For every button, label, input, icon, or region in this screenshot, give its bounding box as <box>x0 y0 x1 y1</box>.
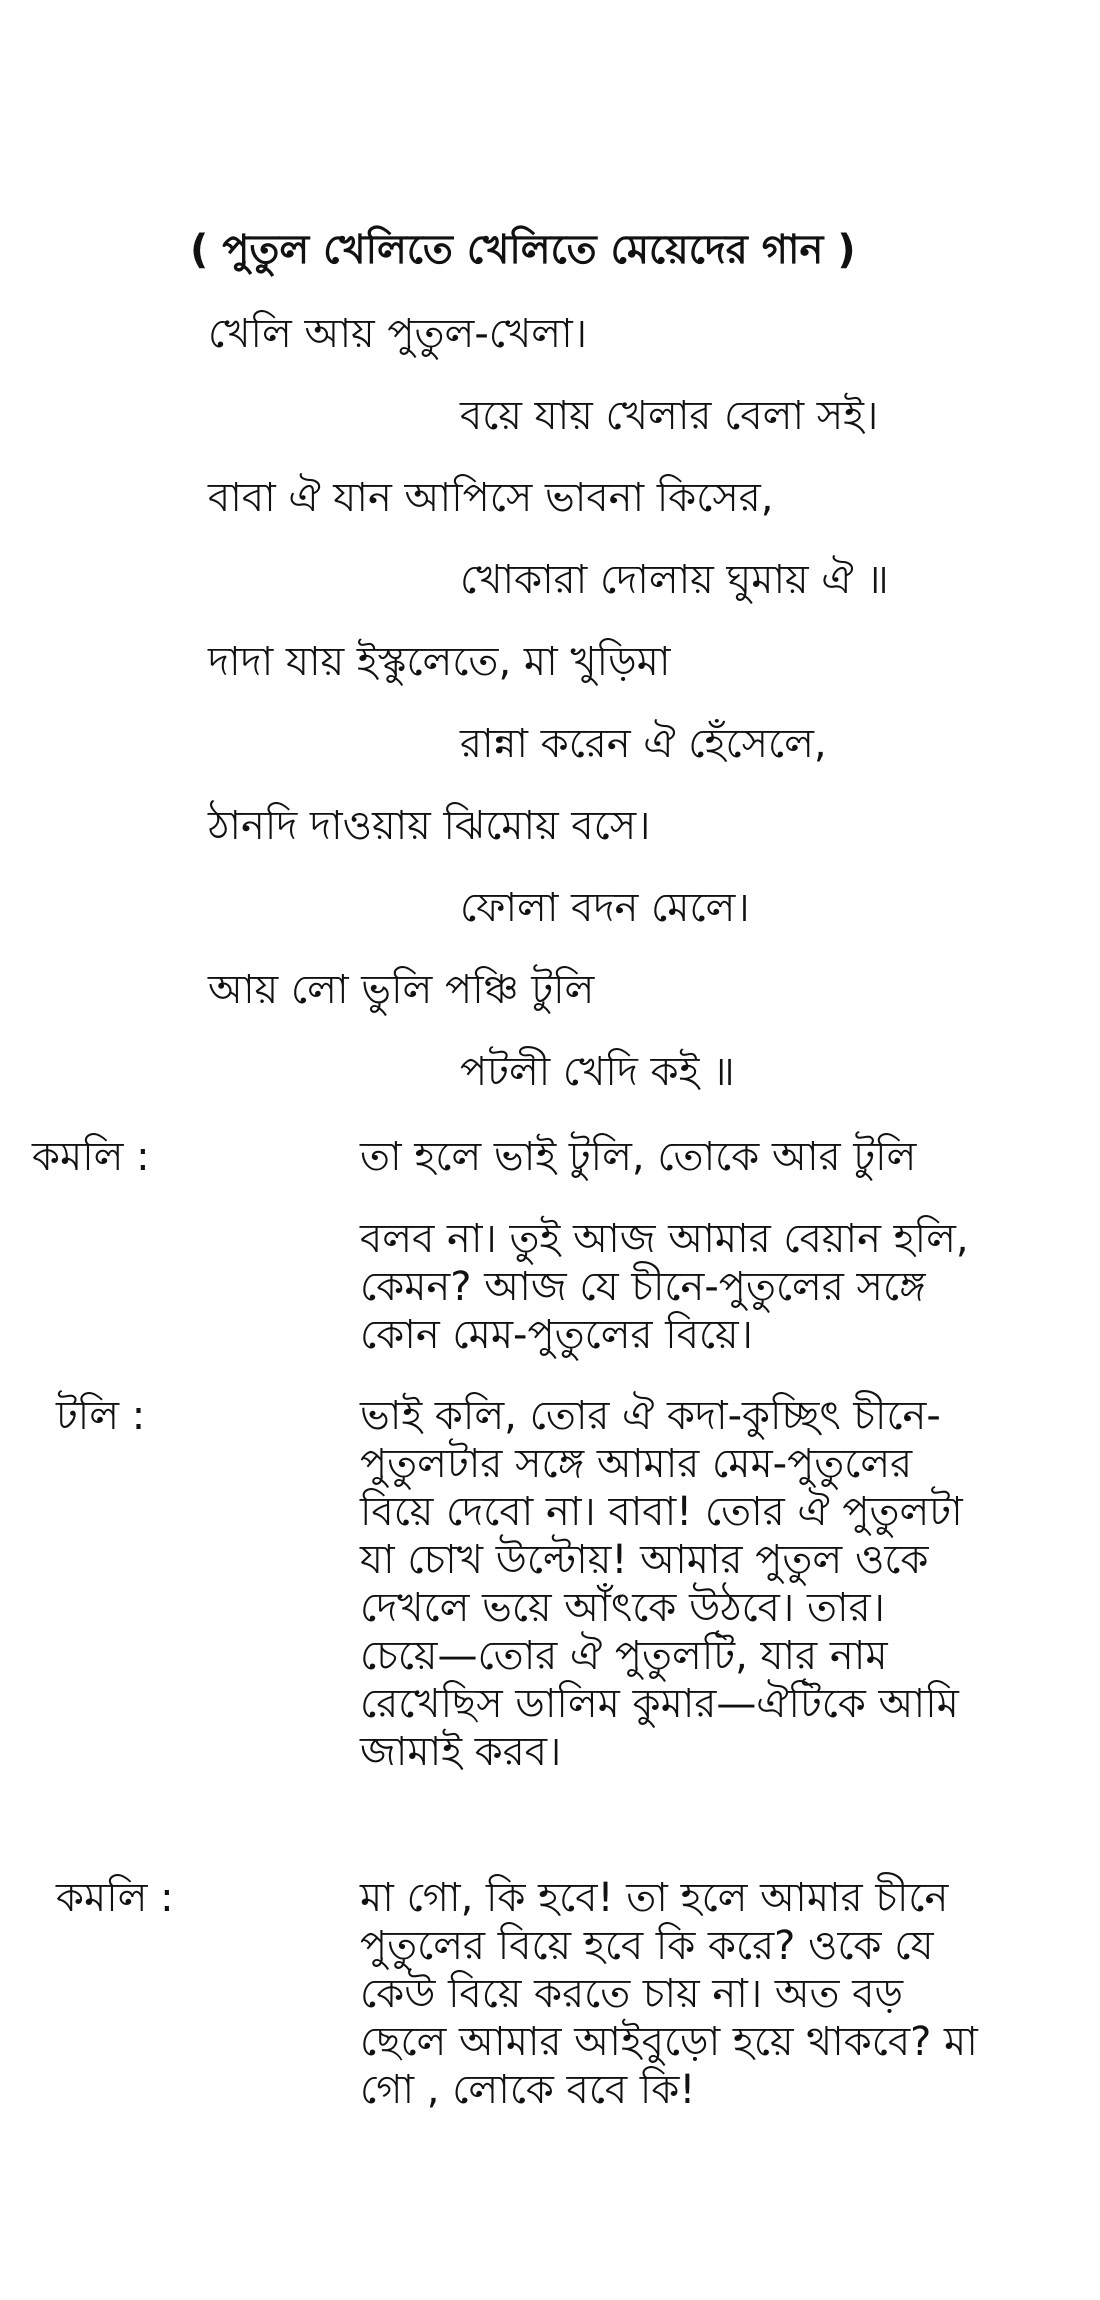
dialogue-text: মা গো, কি হবে! তা হলে আমার চীনে পুতুলের বিয়ে হবে কি করে? ওকে যে কেউ বিয়ে করতে চায় না। অত বড় ছেলে আমার আইবুড়ো হয়ে থাকবে? মা গো , লোকে ববে কি! <box>360 1875 978 2113</box>
dialogue-text: ভাই কলি, তোর ঐ কদা-কুচ্ছিৎ চীনে- পুতুলটার সঙ্গে আমার মেম-পুতুলের বিয়ে দেবো না। বাবা! তোর ঐ পুতুলটা যা চোখ উল্টোয়! আমার পুতুল ওকে দেখলে ভয়ে আঁৎকে উঠবে। তার। চেয়ে—তোর ঐ পুতুলটি, যার নাম রেখেছিস ডালিম কুমার—ঐটিকে আমি জামাই করব। <box>360 1393 963 1775</box>
song-line: খোকারা দোলায় ঘুমায় ঐ ॥ <box>460 557 889 603</box>
song-line: আয় লো ভুলি পঞ্চি টুলি <box>208 967 595 1013</box>
song-line: ঠানদি দাওয়ায় ঝিমোয় বসে। <box>208 803 651 849</box>
speaker-name: কমলি : <box>56 1875 174 1921</box>
song-line: ফোলা বদন মেলে। <box>460 885 750 931</box>
dialogue-text: তা হলে ভাই টুলি, তোকে আর টুলি <box>360 1134 917 1180</box>
dialogue-text: বলব না। তুই আজ আমার বেয়ান হলি, কেমন? আজ যে চীনে-পুতুলের সঙ্গে কোন মেম-পুতুলের বিয়ে। <box>360 1216 969 1358</box>
song-line: বয়ে যায় খেলার বেলা সই। <box>460 393 879 439</box>
song-line: রান্না করেন ঐ হেঁসেলে, <box>460 721 827 767</box>
song-line: বাবা ঐ যান আপিসে ভাবনা কিসের, <box>208 475 774 521</box>
song-line: দাদা যায় ইস্কুলেতে, মা খুড়িমা <box>208 639 671 685</box>
speaker-name: টলি : <box>56 1393 146 1439</box>
speaker-name: কমলি : <box>32 1134 150 1180</box>
song-title: ( পুতুল খেলিতে খেলিতে মেয়েদের গান ) <box>190 227 856 273</box>
song-line: খেলি আয় পুতুল-খেলা। <box>208 311 588 357</box>
song-line: পটলী খেদি কই ॥ <box>460 1049 735 1095</box>
